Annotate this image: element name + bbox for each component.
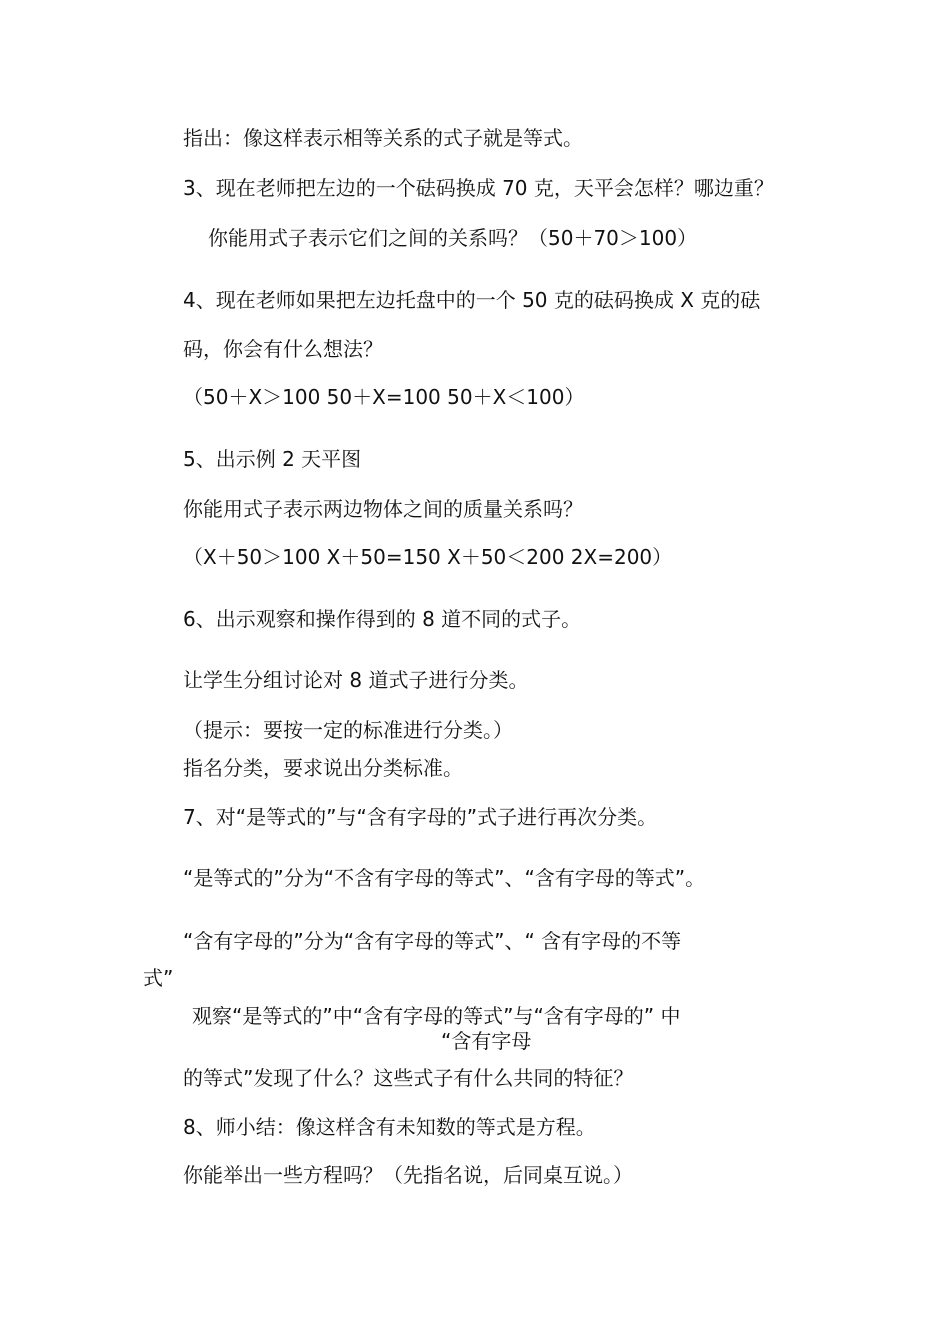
- text-line: 的等式”发现了什么？这些式子有什么共同的特征？: [183, 1066, 634, 1090]
- text-line: 让学生分组讨论对 8 道式子进行分类。: [183, 668, 529, 692]
- text-line: （50＋X＞100 50＋X=100 50＋X＜100）: [183, 385, 585, 409]
- text-line: 6、出示观察和操作得到的 8 道不同的式子。: [183, 607, 582, 631]
- text-line: 4、现在老师如果把左边托盘中的一个 50 克的砝码换成 X 克的砝: [183, 288, 761, 312]
- text-line: “是等式的”分为“不含有字母的等式”、“含有字母的等式”。: [183, 866, 706, 890]
- text-line: 观察“是等式的”中“含有字母的等式”与“含有字母的” 中: [192, 1004, 681, 1028]
- text-line: “含有字母: [441, 1029, 532, 1053]
- text-line: 你能用式子表示它们之间的关系吗？（50＋70＞100）: [208, 226, 698, 250]
- text-line: 指出：像这样表示相等关系的式子就是等式。: [183, 126, 583, 150]
- text-line: 8、师小结：像这样含有未知数的等式是方程。: [183, 1115, 596, 1139]
- text-line: “含有字母的”分为“含有字母的等式”、“ 含有字母的不等: [183, 929, 682, 953]
- text-line: （提示：要按一定的标准进行分类。）: [183, 718, 513, 742]
- text-line: 指名分类，要求说出分类标准。: [183, 756, 463, 780]
- text-line: 5、出示例 2 天平图: [183, 447, 362, 471]
- text-line: 式”: [143, 966, 174, 990]
- text-line: 码，你会有什么想法？: [183, 337, 383, 361]
- text-line: 你能举出一些方程吗？（先指名说，后同桌互说。）: [183, 1163, 633, 1187]
- text-line: 7、对“是等式的”与“含有字母的”式子进行再次分类。: [183, 805, 658, 829]
- text-line: （X＋50＞100 X＋50=150 X＋50＜200 2X=200）: [183, 545, 673, 569]
- text-line: 3、现在老师把左边的一个砝码换成 70 克，天平会怎样？哪边重？: [183, 176, 774, 200]
- text-line: 你能用式子表示两边物体之间的质量关系吗？: [183, 497, 583, 521]
